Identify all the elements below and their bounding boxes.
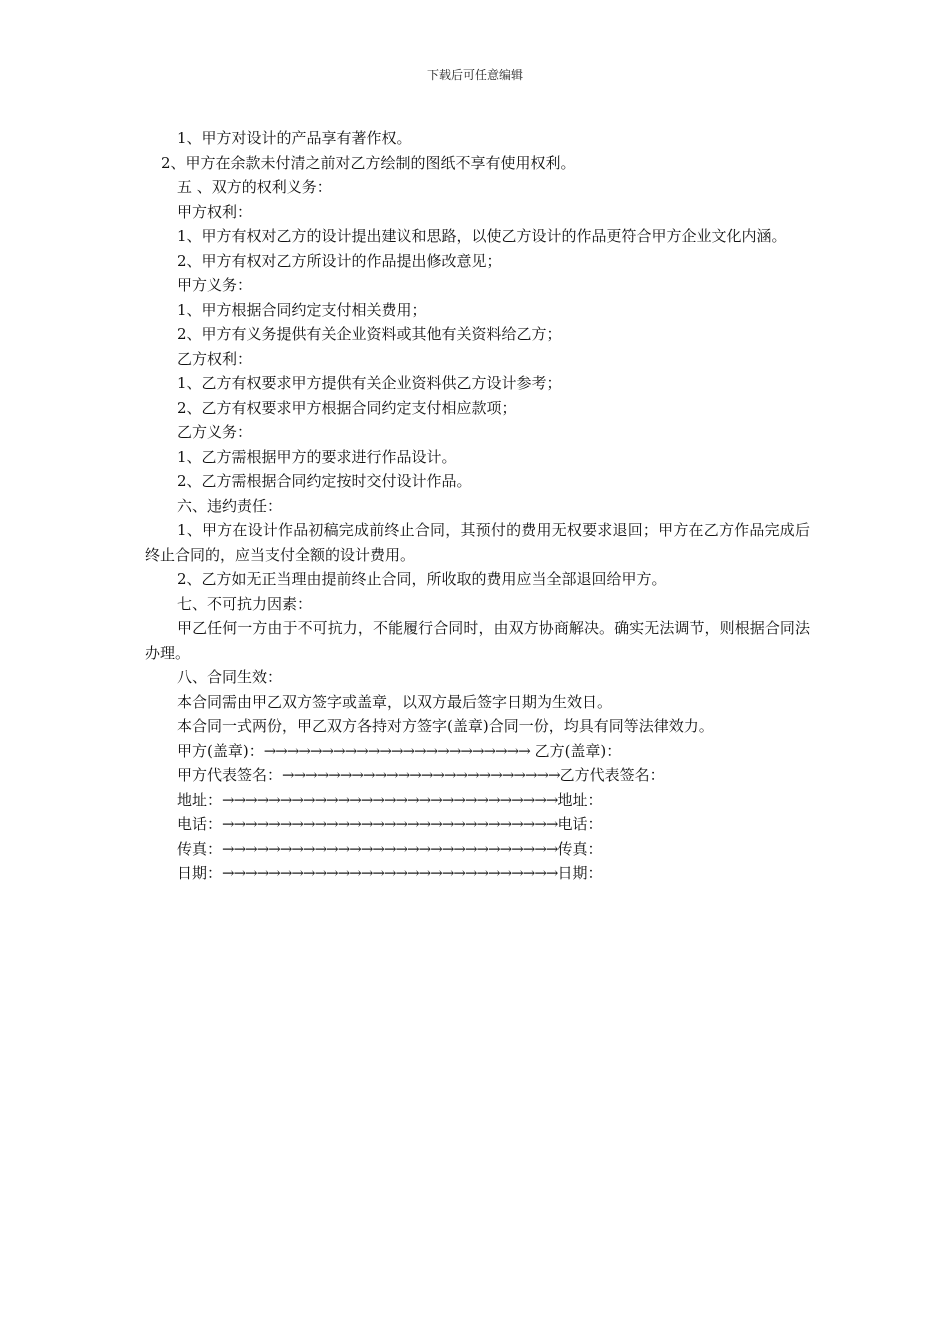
paragraph: 甲方权利： [177, 202, 253, 221]
paragraph: 五 、双方的权利义务： [177, 178, 332, 196]
signature-row [145, 812, 810, 837]
paragraph: 甲方义务： [177, 276, 253, 294]
paragraph: 2、甲方有权对乙方所设计的作品提出修改意见； [177, 251, 502, 270]
tab-leader-arrows: →→→→→→→→→→→→→→→→→→→→→→→→→→→→→ [222, 864, 558, 882]
paragraph-list [145, 126, 810, 739]
tab-leader-arrows: →→→→→→→→→→→→→→→→→→→→→→→→→→→→→ [222, 839, 558, 858]
paragraph: 2、甲方在余款未付清之前对乙方绘制的图纸不享有使用权利。 [161, 153, 576, 172]
paragraph: 七、不可抗力因素： [177, 594, 313, 613]
paragraph: 1、甲方在设计作品初稿完成前终止合同，其预付的费用无权要求退回；甲方在乙方作品完成后终止合同的，应当支付全额的设计费用。 [145, 521, 810, 564]
paragraph: 乙方义务： [177, 423, 253, 441]
signature-right-label: 乙方(盖章)： [529, 741, 622, 760]
paragraph: 1、甲方对设计的产品享有著作权。 [177, 129, 412, 147]
paragraph: 2、甲方有义务提供有关企业资料或其他有关资料给乙方； [177, 325, 562, 343]
page-header: 下载后可任意编辑 [426, 68, 523, 82]
paragraph: 1、甲方有权对乙方的设计提出建议和思路，以使乙方设计的作品更符合甲方企业文化内涵。 [177, 227, 787, 245]
signature-left-label: 地址： [177, 790, 223, 809]
signature-left-label: 日期： [177, 864, 223, 882]
tab-leader-arrows: →→→→→→→→→→→→→→→→→→→→→→→→ [282, 766, 560, 784]
signature-block [145, 739, 810, 886]
signature-left-label: 电话： [177, 815, 223, 833]
paragraph: 八、合同生效： [177, 668, 283, 686]
signature-left-label: 传真： [177, 839, 223, 858]
signature-left-label: 甲方代表签名： [177, 766, 283, 784]
signature-row [145, 739, 810, 764]
paragraph: 六、违约责任： [177, 496, 283, 515]
paragraph: 1、乙方有权要求甲方提供有关企业资料供乙方设计参考； [177, 374, 562, 392]
paragraph: 本合同一式两份，甲乙双方各持对方签字(盖章)合同一份，均具有同等法律效力。 [177, 717, 714, 735]
paragraph: 1、甲方根据合同约定支付相关费用； [177, 300, 427, 319]
paragraph: 乙方权利： [177, 349, 253, 368]
paragraph: 2、乙方有权要求甲方根据合同约定支付相应款项； [177, 398, 517, 417]
tab-leader-arrows: →→→→→→→→→→→→→→→→→→→→→→→→→→→→→ [222, 815, 558, 833]
paragraph: 2、乙方需根据合同约定按时交付设计作品。 [177, 472, 472, 490]
paragraph: 甲乙任何一方由于不可抗力，不能履行合同时，由双方协商解决。确实无法调节，则根据合同法办理。 [145, 619, 810, 662]
signature-right-label: 电话： [557, 815, 603, 833]
signature-row [145, 861, 810, 886]
signature-row [145, 788, 810, 813]
signature-right-label: 传真： [557, 839, 603, 858]
signature-row [145, 763, 810, 788]
tab-leader-arrows: →→→→→→→→→→→→→→→→→→→→→→→→→→→→→ [222, 790, 558, 809]
signature-right-label: 乙方代表签名： [559, 766, 665, 784]
document-body [145, 126, 810, 886]
signature-right-label: 日期： [557, 864, 603, 882]
tab-leader-arrows: →→→→→→→→→→→→→→→→→→→→→→→ [263, 741, 530, 760]
signature-right-label: 地址： [557, 790, 603, 809]
signature-row [145, 837, 810, 862]
paragraph: 本合同需由甲乙双方签字或盖章，以双方最后签字日期为生效日。 [177, 692, 613, 711]
signature-left-label: 甲方(盖章)： [177, 741, 264, 760]
paragraph: 1、乙方需根据甲方的要求进行作品设计。 [177, 447, 457, 466]
paragraph: 2、乙方如无正当理由提前终止合同，所收取的费用应当全部退回给甲方。 [177, 570, 667, 588]
